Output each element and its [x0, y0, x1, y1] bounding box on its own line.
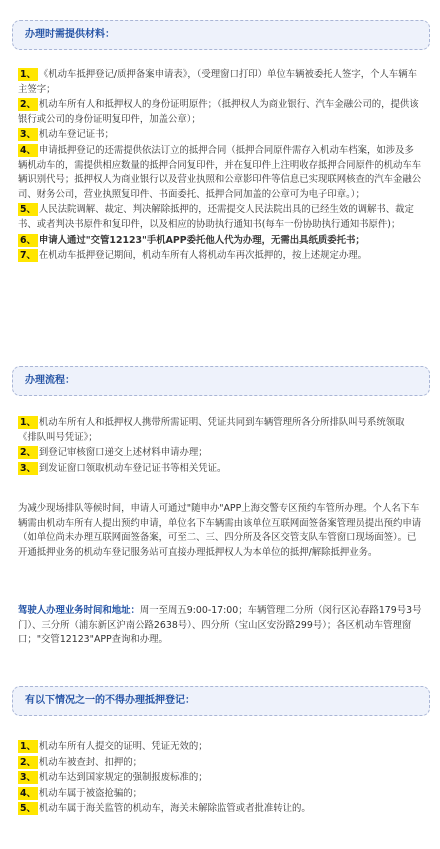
item-text: 机动车属于海关监管的机动车，海关未解除监管或者批准转让的。	[38, 803, 311, 815]
item-text: 机动车所有人和抵押权人携带所需证明、凭证共同到车辆管理所各分所排队叫号系统领取《排队叫号凭证》；	[18, 417, 405, 443]
item-number: 3、	[20, 129, 36, 141]
item-text: 在机动车抵押登记期间，机动车所有人将机动车再次抵押的，按上述规定办理。	[38, 250, 368, 262]
refuse-list	[18, 740, 422, 818]
item-text: 机动车达到国家规定的强制报废标准的；	[38, 772, 208, 784]
item-number: 5、	[20, 803, 36, 815]
list-item	[18, 128, 422, 143]
item-number: 6、	[20, 234, 36, 246]
item-number: 3、	[20, 772, 36, 784]
list-item	[18, 249, 422, 264]
item-number: 1、	[20, 741, 36, 752]
item-number: 1、	[20, 69, 36, 80]
item-number: 1、	[20, 417, 36, 428]
process-list	[18, 416, 422, 477]
item-number: 3、	[20, 462, 36, 474]
item-text: 机动车所有人和抵押权人的身份证明原件；（抵押权人为商业银行、汽车金融公司的，提供该银行或公司的身份证明复印件，加盖公章）；	[18, 99, 419, 125]
list-item	[18, 234, 422, 249]
hours-label: 驾驶人办理业务时间和地址：	[18, 605, 140, 616]
section-header-refuse	[12, 686, 430, 716]
list-item	[18, 416, 422, 445]
hours-text: 周一至周五9:00-17:00；车辆管理二分所（闵行区沁春路179号3号门）、三分所（浦东新区沪南公路2638号）、四分所（宝山区安汾路299号）；各区机动车管理窗口；"交管12123"APP查询和办理。	[18, 605, 422, 646]
list-item	[18, 203, 422, 232]
item-text: 申请人通过"交管12123"手机APP委托他人代为办理，无需出具纸质委托书；	[38, 234, 365, 246]
item-number: 4、	[20, 144, 36, 156]
section-title: 办理流程：	[25, 374, 75, 386]
item-text: 《机动车抵押登记/质押备案申请表》，（受理窗口打印）单位车辆被委托人签字，个人车辆车主签字；	[18, 69, 418, 95]
list-item	[18, 802, 422, 817]
item-text: 机动车被查封、扣押的；	[38, 756, 143, 768]
list-item	[18, 68, 422, 97]
materials-list	[18, 68, 422, 265]
section-header-materials	[12, 20, 430, 50]
item-text: 机动车属于被盗抢骗的；	[38, 787, 143, 799]
list-item	[18, 771, 422, 786]
item-text: 到发证窗口领取机动车登记证书等相关凭证。	[38, 462, 227, 474]
item-number: 2、	[20, 447, 36, 459]
note-text: 为减少现场排队等候时间，申请人可通过"随申办"APP上海交警专区预约车管所办理。个人名下车辆需由机动车所有人提出预约申请，单位名下车辆需由该单位互联网面签备案管理员提出预约申请（如单位尚未办理互联网面签备案，可至二、三、四分所及各区交管支队车管窗口现场面签）。已开通抵押业务的机动车登记服务站可直接办理抵押权人为本单位的抵押/解除抵押业务。	[18, 503, 422, 558]
item-number: 2、	[20, 756, 36, 768]
item-text: 人民法院调解、裁定、判决解除抵押的，还需提交人民法院出具的已经生效的调解书、裁定书、或者判决书原件和复印件，以及相应的协助执行通知书(每车一份协助执行通知书原件)；	[18, 204, 414, 230]
service-hours	[18, 604, 422, 648]
process-note	[18, 502, 422, 560]
section-header-process	[12, 366, 430, 396]
list-item	[18, 144, 422, 202]
list-item	[18, 740, 422, 755]
item-number: 2、	[20, 99, 36, 111]
item-text: 申请抵押登记的还需提供依法订立的抵押合同（抵押合同原件需存入机动车档案，如涉及多辆机动车的，需提供相应数量的抵押合同复印件，并在复印件上注明收存抵押合同原件的机动车车辆识别代号；抵押权人为商业银行以及营业执照和公章影印件等信息已实现联网核查的汽车金融公司、财务公司，营业执照复印件、书面委托、抵押合同加盖的公章可为电子印章。）；	[18, 144, 422, 200]
item-number: 7、	[20, 250, 36, 262]
list-item	[18, 446, 422, 461]
item-text: 机动车所有人提交的证明、凭证无效的；	[38, 741, 208, 752]
list-item	[18, 787, 422, 802]
item-number: 5、	[20, 204, 36, 216]
section-title: 办理时需提供材料：	[25, 28, 115, 40]
list-item	[18, 98, 422, 127]
section-title: 有以下情况之一的不得办理抵押登记：	[25, 694, 195, 706]
item-text: 到登记审核窗口递交上述材料申请办理；	[38, 447, 208, 459]
list-item	[18, 756, 422, 771]
list-item	[18, 462, 422, 477]
item-number: 4、	[20, 787, 36, 799]
item-text: 机动车登记证书；	[38, 129, 114, 141]
